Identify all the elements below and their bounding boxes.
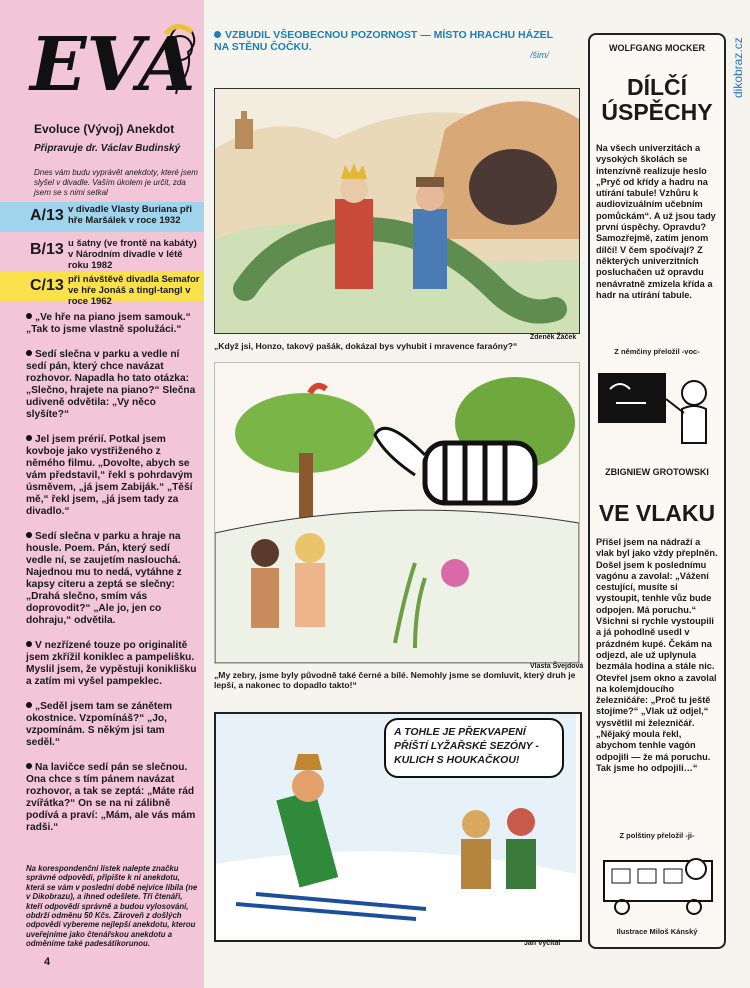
cartoon2-caption: „My zebry, jsme byly původně také černé a bílé. Nemohly jsme se domluvit, který druh je lepší, a nakonec to dopadlo takto!“	[214, 670, 576, 690]
cartoon3-credit: Jan Vyčítal	[524, 940, 561, 947]
intro-text: Dnes vám budu vyprávět anekdoty, které jsem slyšel v divadle. Vaším úkolem je určit, zda jsem se s nimi setkal	[34, 168, 198, 197]
speech-bubble-text: A TOHLE JE PŘEKVAPENÍ PŘÍŠTÍ LYŽAŘSKÉ SEZÓNY - KULICH S HOUKAČKOU!	[394, 726, 539, 766]
zebra-illustration	[215, 363, 579, 663]
svg-text:EVA: EVA	[30, 22, 196, 108]
jokes-list	[26, 312, 198, 847]
section-title: Evoluce (Vývoj) Anekdot	[34, 122, 175, 136]
dragon-illustration	[215, 89, 579, 333]
bullet-icon	[26, 435, 32, 441]
cartoon-dragon	[214, 88, 580, 334]
bullet-icon	[26, 763, 32, 769]
story1-title-line2: ÚSPĚCHY	[601, 99, 713, 125]
stories-box	[588, 33, 726, 949]
bullet-icon	[26, 532, 32, 538]
option-a	[0, 202, 204, 232]
cartoon-zebra	[214, 362, 580, 664]
story1-translator: Z němčiny přeložil -voc-	[614, 347, 700, 356]
lecture-illustration	[596, 369, 720, 445]
option-c	[0, 272, 204, 307]
option-text: při návštěvě divadla Semafor ve hře Jonáš a tingl-tangl v roce 1962	[68, 274, 200, 307]
speech-bubble	[384, 718, 564, 778]
option-text: v divadle Vlasty Buriana při hře Maršálek v roce 1932	[68, 204, 193, 226]
story2-translator: Z polštiny přeložil -ji-	[619, 831, 695, 840]
bullet-icon	[26, 641, 32, 647]
option-code: A/13	[30, 207, 64, 224]
joke-item: „Ve hře na piano jsem samouk.“ „Tak to jsme vlastně spolužáci.“	[26, 312, 191, 335]
joke-item: V nezřízené touze po originalitě jsem zkřížil koniklec a pampelišku. Myslil jsem, že vypěstuji koniklišku a zatím mi vyšel pampeklec.	[26, 640, 197, 687]
option-code: C/13	[30, 277, 64, 294]
cartoon1-credit: Zdeněk Žáček	[530, 334, 577, 341]
cartoon1-caption: „Když jsi, Honzo, takový pašák, dokázal bys vyhubit i mravence faraóny?“	[214, 341, 518, 351]
joke-item: „Seděl jsem tam se zánětem okostnice. Vzpomínáš?“ „Jo, vzpomínám. S někým jsi tam seděl.“	[26, 701, 173, 748]
headline-author: /šim/	[530, 50, 549, 60]
joke-item: Na lavičce sedí pán se slečnou. Ona chce s tím pánem navázat rozhovor, a tak se zeptá: „Máte rád zvířátka?“ On se na ni zálibně podívá a praví: „Mám, ale vás mám radši.“	[26, 762, 196, 833]
bullet-icon	[26, 702, 32, 708]
story1-text: Na všech univerzitách a vysokých školách se intenzívně realizuje heslo „Pryč od křídy a hadru na utírání tabule! Vzhůru k audiovizuálním učebním pomůckám“. A už jsou tady první úspěchy. Opravdu? Samozřejmě, zatím jenom dílčí! V čem spočívají? Z některých univerzitních posluchačen už opravdu nenávratně zmizela křída a hadr na utírání tabule.	[596, 143, 716, 300]
story2-title: VE VLAKU	[598, 500, 716, 526]
bullet-icon	[26, 313, 32, 319]
option-b	[0, 236, 204, 271]
option-code: B/13	[30, 241, 64, 258]
cartoon2-credit: Vlasta Švejdová	[530, 663, 584, 670]
story2-text: Přišel jsem na nádraží a vlak byl jako vždy přeplněn. Došel jsem k poslednímu vagónu a zavolal: „Vážení cestující, musíte si vystoupit, tenhle vůz bude odpojen. Má poruchu.“ Všichni si rychle vystoupili a já pohodlně usedl v prázdném kupé. Čekám na odjezd, ale už uplynula bezmála hodina a stále nic. Otevřel jsem okno a zavolal na kolemjdoucího železničáře: „Proč tu ještě stojíme?“ „Vlak už odjel,“ vysvětlil mi železničář. „Nějaký moula řekl, abychom tenhle vagón odpojili — že má poruchu. Tak jsme ho odpojili…“	[596, 537, 718, 773]
eva-logo	[8, 8, 198, 108]
page-number: 4	[44, 956, 51, 968]
bullet-icon	[26, 350, 32, 356]
headline: VZBUDIL VŠEOBECNOU POZORNOST — MÍSTO HRACHU HÁZEL NA STĚNU ČOČKU.	[214, 29, 553, 53]
story2-author: ZBIGNIEW GROTOWSKI	[605, 467, 709, 477]
site-watermark: dikobraz.cz	[731, 37, 745, 98]
story1-author: WOLFGANG MOCKER	[609, 43, 705, 53]
editor-line: Připravuje dr. Václav Budinský	[34, 143, 181, 154]
story2-illustrator: Ilustrace Miloš Kánský	[616, 927, 698, 936]
joke-item: Jel jsem prérií. Potkal jsem kovboje jako vystřiženého z němého filmu. „Dovolte, abych se vám představil,“ řekl s pohrdavým úsměvem, „já jsem Zabiják.“ „Těší mě,“ řekl jsem, „já jsem tady za divadlo.“	[26, 434, 193, 517]
train-car-illustration	[598, 847, 718, 919]
contest-instructions: Na korespondenční lístek nalepte značku správné odpovědi, připište k ní anekdotu, která se vám v poslední době nejvíce líbila (ne v Dikobrazu), a ihned odešlete. Tři čtenáři, kteří odpovědí správně a budou vylosováni, obdrží odměnu 50 Kčs. Zároveň z došlých odpovědí vybereme nejlepší anekdotu, kterou uveřejníme jako čtenářskou anekdotu a odměníme také padesátikorunou.	[26, 864, 198, 949]
bullet-icon	[214, 31, 221, 38]
joke-item: Sedí slečna v parku a hraje na housle. Poem. Pán, který sedí vedle ní, se zaujetím naslouchá. Najednou mu to nedá, vytáhne z kapsy citeru a zeptá se slečny: „Drahá slečno, smím vás doprovodit?“ „Ale jo, jen co dohraju,“ odvětila.	[26, 531, 182, 626]
joke-item: Sedí slečna v parku a vedle ní sedí pán, který chce navázat rozhovor. Napadla ho tato otázka: „Slečno, hrajete na piano?“ Slečna udiveně odvětila: „Vy něco slyšíte?“	[26, 349, 196, 420]
story1-title-line1: DÍLČÍ	[626, 74, 688, 100]
option-text: u šatny (ve frontě na kabáty) v Národním divadle v létě roku 1982	[68, 238, 197, 271]
